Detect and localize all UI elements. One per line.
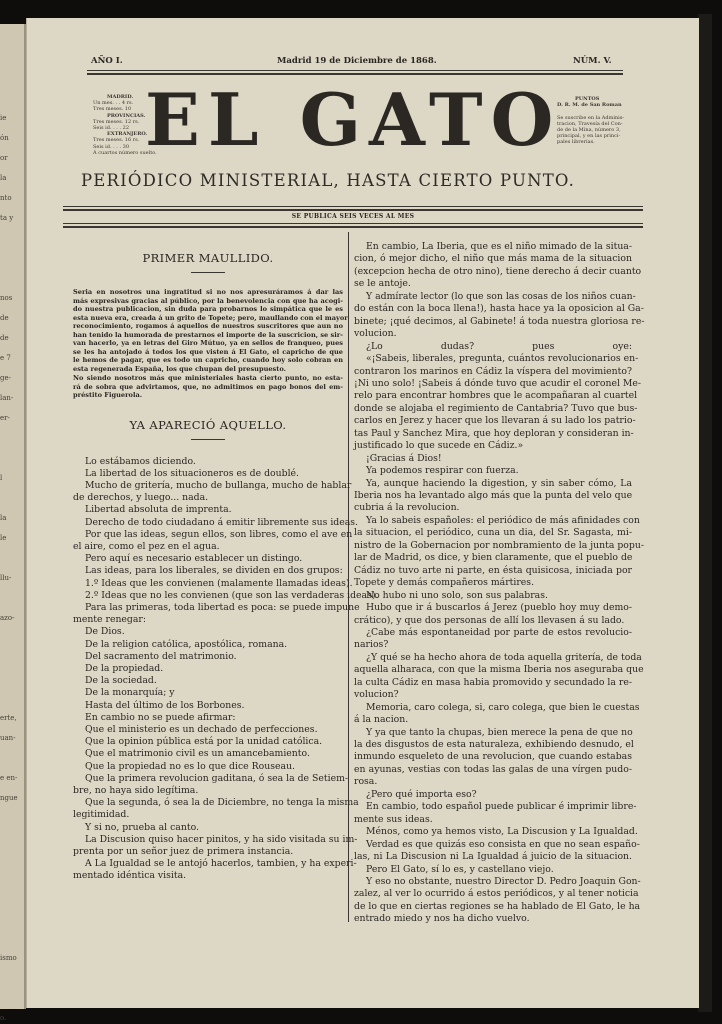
article-line: la culta Cádiz en masa habia promovido y secundado la re-: [354, 676, 632, 688]
newspaper-page: [26, 18, 699, 1008]
article-line: rosa.: [354, 776, 378, 788]
right-column: [354, 240, 645, 940]
notice-line: rá de sobra que advirtamos, que, no admitimos en pago bonos del em-: [73, 382, 343, 391]
article-line: el aire, como el pez en el agua.: [73, 540, 220, 552]
prev-page-fragment: ge-: [0, 374, 11, 382]
article-line: de lo que en ciertas regiones se ha hablado de El Gato, le ha: [354, 900, 641, 912]
article-line: Para las primeras, toda libertad es poca: se puede impune: [85, 601, 360, 613]
article-line: La Discusion quiso hacer pinitos, y ha sido visitada su im-: [85, 833, 358, 845]
article-line: A La Igualdad se le antojó hacerlos, tambien, y ha experi-: [85, 858, 357, 870]
prev-page-fragment: e 7: [0, 354, 11, 362]
article-line: Lo estábamos diciendo.: [85, 455, 196, 467]
price-line: PROVINCIAS.: [107, 112, 146, 119]
article-line: Verdad es que quizás eso consista en que no sean españo-: [366, 838, 640, 850]
article-line: donde se alojaba el regimiento de Cantabria? Tuvo que bus-: [354, 402, 638, 414]
article-line: mente sus ideas.: [354, 813, 433, 825]
article-line: Derecho de todo ciudadano á emitir libremente sus ideas.: [85, 516, 359, 528]
article-line: De la religion católica, apostólica, romana.: [85, 638, 288, 650]
article-line: Que la primera revolucion gaditana, ó sea la de Setiem-: [85, 772, 349, 784]
article-line: do están con la boca llena!), hasta hace ya la oposicion al Ga-: [354, 303, 644, 315]
prev-page-fragment: azo-: [0, 614, 15, 622]
article-line: binete; ¡qué decimos, al Gabinete! á toda nuestra gloriosa re-: [354, 315, 645, 327]
price-line: EXTRANJERO.: [107, 131, 148, 138]
article-line: la situacion, el periódico, cuna un dia, del Sr. Sagasta, mi-: [354, 527, 632, 539]
notice-line: No siendo nosotros más que ministeriales hasta cierto punto, no esta-: [73, 374, 343, 382]
article-line: Que el matrimonio civil es un amancebamiento.: [85, 748, 310, 760]
top-rule: [87, 70, 623, 71]
prev-page-fragment: le: [0, 534, 7, 542]
prev-page-fragment: o.: [0, 1014, 7, 1022]
article-line: Ya podemos respirar con fuerza.: [366, 465, 519, 477]
article-line: Hubo que ir á buscarlos á Jerez (pueblo hoy muy demo-: [366, 602, 632, 614]
notice-line: esta nueva era, creada á un grito de Topete; pero, maullando con el mayor: [73, 313, 348, 322]
publication-frequency: SE PUBLICA SEIS VECES AL MES: [291, 213, 415, 220]
prev-page-fragment: llu-: [0, 574, 12, 582]
article-line: Y si no, prueba al canto.: [85, 821, 199, 833]
article-line: prenta por un señor juez de primera instancia.: [73, 845, 294, 857]
article-line: Topete y demás compañeros mártires.: [354, 577, 535, 589]
article-line: En cambio no se puede afirmar:: [85, 711, 236, 723]
article-line: volucion.: [354, 328, 397, 340]
article-line: se le antoje.: [354, 278, 411, 290]
notice-line: Seria en nosotros una ingratitud si no nos apresuráramos á dar las: [73, 288, 343, 296]
prev-page-fragment: ie: [0, 114, 7, 122]
article-line: cubria á la revolucion.: [354, 502, 460, 514]
prev-page-fragment: ta y: [0, 214, 14, 222]
issue-date: Madrid 19 de Diciembre de 1868.: [277, 56, 437, 66]
article-line: Y eso no obstante, nuestro Director D. Pedro Joaquin Gon-: [366, 875, 641, 887]
notice-line: más expresivas gracias al público, por la benevolencia con que ha acogi-: [73, 296, 343, 305]
prev-page-fragment: e en-: [0, 774, 18, 782]
article-line: en ayunas, vestias con todas las galas de una vírgen pudo-: [354, 763, 632, 775]
article-line: Iberia nos ha levantado algo más que la punta del velo que: [354, 490, 633, 501]
prev-page-fragment: l: [0, 474, 3, 482]
article-line: zalez, al ver lo ocurrido á estos periódicos, y al tener noticia: [354, 888, 639, 900]
article-line: cion, ó mejor dicho, el niño que más mama de la situacion: [354, 253, 632, 265]
article-line: entrado miedo y nos ha dicho vuelvo.: [354, 913, 530, 925]
article-line: inmundo esqueleto de una revolucion, que cuando estabas: [354, 751, 632, 763]
article-line: Las ideas, para los liberales, se dividen en dos grupos:: [85, 565, 343, 577]
article-line: ¿Cabe más espontaneidad por parte de estos revolucio-: [366, 626, 632, 638]
article-line: Y ya que tanto la chupas, bien merece la pena de que no: [366, 726, 633, 738]
article-line: justificado lo que sucede en Cádiz.»: [354, 440, 524, 452]
notice-line: van hacerlo, ya en letras del Giro Mútuo, ya en sellos de franqueo, pues: [73, 339, 343, 347]
article-line: ¡Ni uno solo! ¡Sabeis á dónde tuvo que acudir el coronel Me-: [354, 377, 642, 389]
article-line: De la monarquía; y: [85, 687, 175, 699]
article-line: tas Paul y Sanchez Mira, que hoy deploran y consideran in-: [354, 427, 634, 439]
article-line: la des disgustos de esta naturaleza, exhibiendo desnudo, el: [354, 739, 634, 750]
notice-line: le hemos de pagar, que es todo un capricho, cuando hoy solo cobran en: [73, 356, 343, 364]
subscription-info-line: Se suscribe en la Adminis-: [557, 114, 625, 121]
article-line: De la sociedad.: [85, 675, 157, 687]
article-line: En cambio, La Iberia, que es el niño mimado de la situa-: [366, 241, 632, 252]
article-line: De la propiedad.: [85, 662, 164, 674]
article-line: Cádiz no tuvo arte ni parte, en ésta quisicosa, iniciada por: [354, 564, 632, 576]
masthead-title: EL GATO: [145, 77, 562, 162]
article-line: De Dios.: [85, 626, 125, 638]
article-line: mente renegar:: [73, 614, 147, 626]
notice-line: do nuestra publicacion, sin duda para probarnos lo simpática que le es: [73, 305, 343, 313]
article-line: Pero El Gato, sí lo es, y castellano viejo.: [366, 863, 554, 875]
article-line: Que la opinion pública está por la unidad católica.: [85, 736, 323, 748]
article-line: Que la segunda, ó sea la de Diciembre, no tenga la misma: [85, 797, 359, 809]
article-line: volucion?: [354, 689, 399, 701]
article-line: legitimidad.: [73, 809, 130, 821]
article-line: Memoria, caro colega, si, caro colega, que bien le cuestas: [366, 701, 640, 713]
prev-page-fragment: de: [0, 314, 9, 322]
subscription-info-line: pales librerías.: [557, 139, 595, 146]
masthead-subtitle: PERIÓDICO MINISTERIAL, HASTA CIERTO PUNTO.: [81, 171, 576, 190]
article-line: En cambio, todo español puede publicar é imprimir libre-: [366, 801, 637, 813]
article-line: las, ni La Discusion ni La Igualdad á juicio de la situacion.: [354, 851, 632, 863]
article-heading: YA APARECIÓ AQUELLO.: [129, 417, 287, 432]
article-heading: PRIMER MAULLIDO.: [142, 251, 274, 265]
year-label: AÑO I.: [91, 56, 123, 66]
article-line: Ya lo sabeis españoles: el periódico de más afinidades con: [366, 514, 640, 526]
article-line: Por que las ideas, segun ellos, son libres, como el ave en: [85, 528, 353, 540]
article-line: Mucho de gritería, mucho de bullanga, mucho de hablar: [85, 479, 352, 491]
notice-line: préstito Figuerola.: [73, 391, 143, 399]
notice-line: reconocimiento, rogamos á aquellos de nuestros suscritores que aun no: [73, 322, 343, 330]
article-line: Que el ministerio es un dechado de perfecciones.: [85, 723, 318, 735]
article-line: aquella alharaca, con que la misma Iberia nos aseguraba que: [354, 664, 644, 676]
header-rule-4: [63, 226, 643, 228]
article-line: de derechos, y luego... nada.: [73, 492, 209, 504]
article-line: contraron los marinos en Cádiz la víspera del movimiento?: [354, 365, 632, 377]
price-line: Á cuartos número suelto.: [93, 149, 157, 156]
prev-page-fragment: de: [0, 334, 9, 342]
article-line: nistro de la Gobernacion por nombramiento de la junta popu-: [354, 539, 644, 551]
article-line: No hubo ni uno solo, son sus palabras.: [366, 589, 548, 601]
subscription-info-line: D. R. M. de San Roman: [557, 102, 622, 109]
prev-page-fragment: la: [0, 174, 7, 182]
article-line: Ya, aunque haciendo la digestion, y sin saber cómo, La: [366, 477, 632, 489]
article-line: Libertad absoluta de imprenta.: [85, 504, 232, 516]
article-line: mentado idéntica visita.: [73, 870, 187, 882]
article-line: carlos en Jerez y hacer que los llevaran á su lado los patrio-: [354, 415, 636, 427]
article-line: ¿Lo dudas? pues oye:: [366, 340, 632, 352]
price-line: Seis id. . . . 22: [93, 125, 130, 131]
price-line: Tres meses. 12 rs.: [93, 118, 140, 125]
price-line: Tres meses. 10: [93, 106, 132, 113]
article-line: crático), y que dos personas de allí los llevasen á su lado.: [354, 614, 625, 626]
prev-page-fragment: or: [0, 154, 8, 162]
price-line: Un mes. . . 4 rs.: [93, 100, 134, 107]
article-line: Pero aquí es necesario establecer un distingo.: [85, 553, 303, 565]
header-rule-3: [63, 223, 643, 224]
article-line: Hasta del último de los Borbones.: [85, 699, 245, 711]
prev-page-fragment: la: [0, 514, 7, 522]
prev-page-fragment: ón: [0, 134, 9, 142]
article-line: La libertad de los situacioneros es de doublé.: [85, 467, 300, 479]
notice-line: han tenido la humorada de prestarnos el importe de la suscricion, se sir-: [73, 330, 343, 339]
heading-underline: [191, 439, 225, 440]
prev-page-fragment: er-: [0, 414, 10, 422]
article-line: 2.º Ideas que no les convienen (que son las verdaderas ideas).: [85, 589, 379, 601]
price-line: Seis id. . . . 30: [93, 143, 130, 150]
article-line: ¿Y qué se ha hecho ahora de toda aquella gritería, de toda: [366, 651, 642, 663]
subscription-info-line: de de la Mina, número 3,: [557, 127, 621, 133]
prev-page-fragment: lan-: [0, 394, 14, 402]
prev-page-fragment: uan-: [0, 734, 16, 742]
prev-page-fragment: erte,: [0, 714, 17, 722]
article-line: bre, no haya sido legítima.: [73, 784, 199, 796]
issue-number: NÚM. V.: [573, 56, 612, 66]
article-line: Y admírate lector (lo que son las cosas de los niños cuan-: [366, 290, 636, 302]
article-line: Ménos, como ya hemos visto, La Discusion y La Igualdad.: [366, 826, 638, 838]
article-line: (excepcion hecha de otro nino), tiene derecho á decir cuanto: [354, 265, 642, 277]
article-line: Del sacramento del matrimonio.: [85, 650, 237, 662]
article-line: Que la propiedad no es lo que dice Rouseau.: [85, 760, 295, 772]
prev-page-fragment: ngue: [0, 794, 18, 802]
previous-page-edge: [0, 24, 26, 1022]
header-rule-2: [63, 209, 643, 211]
article-line: narios?: [354, 639, 389, 651]
subscription-info-line: tracion, Travesía del Con-: [557, 120, 623, 127]
price-line: MADRID.: [107, 94, 134, 100]
subscription-info-line: PUNTOS: [575, 96, 600, 102]
article-line: «¡Sabeis, liberales, pregunta, cuántos revolucionarios en-: [366, 353, 639, 365]
price-line: Tres meses. 16 rs.: [93, 137, 140, 144]
top-rule-thick: [87, 73, 623, 75]
prev-page-fragment: ismo: [0, 954, 17, 962]
prev-page-fragment: nos: [0, 294, 13, 302]
article-line: á la nacion.: [354, 714, 409, 726]
next-page-shadow: [698, 14, 712, 1012]
article-line: ¡Gracias á Dios!: [366, 452, 442, 464]
header-rule-1: [63, 206, 643, 207]
article-line: relo para encontrar hombres que le acompañaran al cuartel: [354, 390, 638, 402]
subscription-info-line: principal, y en las princi-: [557, 133, 621, 140]
article-line: ¿Pero qué importa eso?: [366, 788, 477, 800]
article-line: lar de Madrid, os dice, y bien claramente, que el pueblo de: [354, 552, 633, 564]
heading-underline: [191, 272, 225, 273]
notice-line: se les ha antojado á todos los que visten á El Gato, el capricho de que: [73, 347, 343, 356]
prev-page-fragment: nto: [0, 194, 12, 202]
notice-line: esta regenerada España, los que chupan del presupuesto.: [73, 364, 286, 373]
article-line: 1.º Ideas que les convienen (malamente llamadas ideas).: [85, 577, 353, 589]
